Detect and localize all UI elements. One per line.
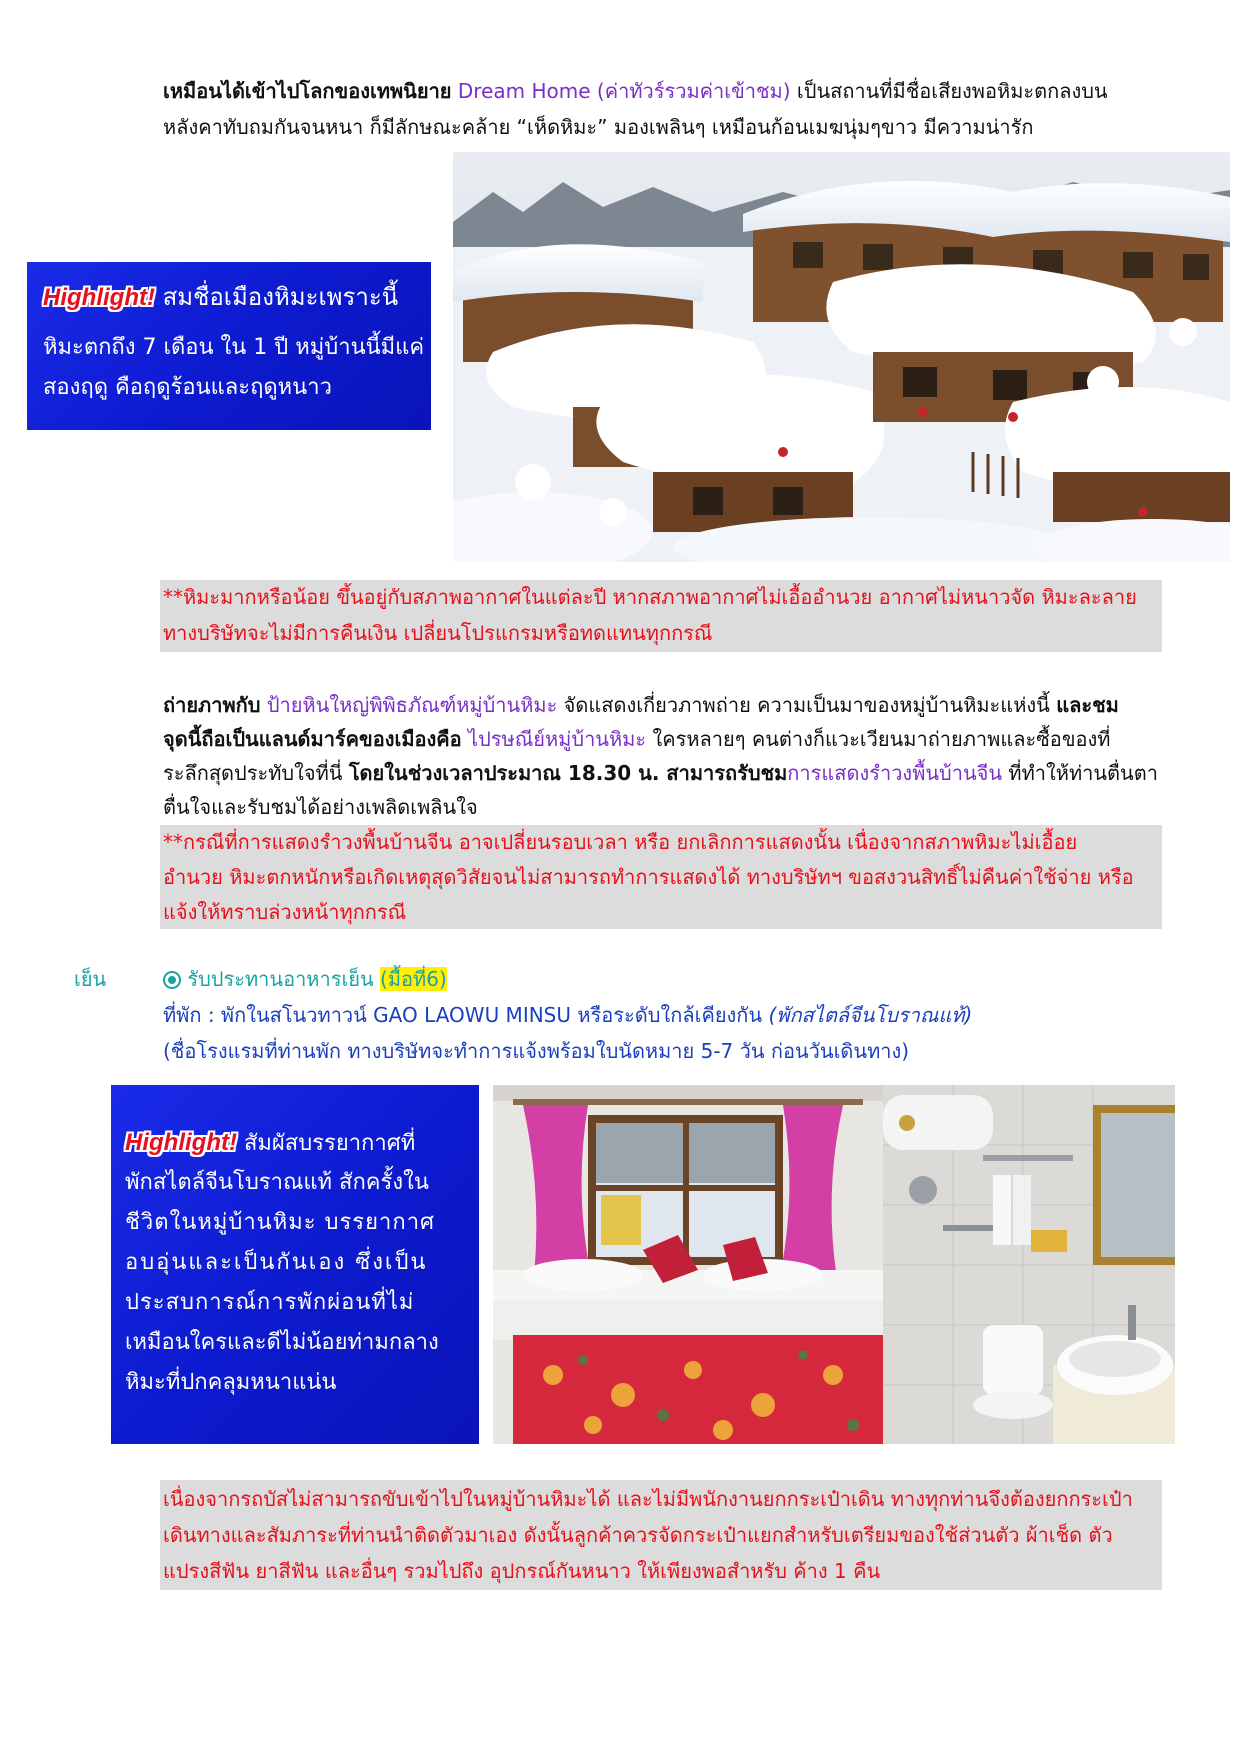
highlight-2-line-1: สัมผัสบรรยากาศที่ — [243, 1131, 416, 1156]
museum-sign-name: ป้ายหินใหญ่พิพิธภัณฑ์หมู่บ้านหิมะ — [266, 693, 558, 717]
photo-para-text-c: ระลึกสุดประทับใจที่นี่ — [163, 761, 343, 785]
notice-1-line-1: **หิมะมากหรือน้อย ขึ้นอยู่กับสภาพอากาศในแต่ละปี หากสภาพอากาศไม่เอื้ออำนวย อากาศไม่หนาวจัด หิมะละลาย — [163, 585, 1137, 609]
ticket-included-note: (ค่าทัวร์รวมค่าเข้าชม) — [596, 79, 791, 103]
notice-3-line-3: แปรงสีฟัน ยาสีฟัน และอื่นๆ รวมไปถึง อุปกรณ์กันหนาว ให้เพียงพอสำหรับ ค้าง 1 คืน — [163, 1559, 881, 1583]
highlight-2-line-5: ประสบการณ์การพักผ่อนที่ไม่ — [125, 1290, 415, 1315]
highlight-1-title-row — [43, 280, 398, 315]
notice-3-line-1: เนื่องจากรถบัสไม่สามารถขับเข้าไปในหมู่บ้านหิมะได้ และไม่มีพนักงานยกกระเป๋าเดิน ทางทุกท่านจึงต้องยกกระเป๋า — [163, 1487, 1133, 1511]
notice-box-1 — [160, 580, 1162, 652]
bathroom-photo — [883, 1085, 1175, 1444]
post-office-name: ไปรษณีย์หมู่บ้านหิมะ — [468, 727, 647, 751]
photo-para-bold-b: จุดนี้ถือเป็นแลนด์มาร์คของเมืองคือ — [163, 727, 462, 751]
highlight-2-row-1 — [125, 1123, 415, 1164]
notice-2-line-3: แจ้งให้ทราบล่วงหน้าทุกกรณี — [163, 900, 407, 924]
highlight-badge: Highlight! — [43, 284, 155, 311]
intro-bold: เหมือนได้เข้าไปโลกของเทพนิยาย — [163, 79, 452, 103]
photo-para-text-a: จัดแสดงเกี่ยวภาพถ่าย ความเป็นมาของหมู่บ้านหิมะแห่งนี้ — [563, 693, 1050, 717]
hotel-style-note: (พักสไตล์จีนโบราณแท้) — [768, 1003, 973, 1027]
notice-box-3 — [160, 1480, 1162, 1590]
intro-rest: เป็นสถานที่มีชื่อเสียงพอหิมะตกลงบน — [796, 79, 1108, 103]
photo-para-bold-a2: และชม — [1056, 693, 1119, 717]
highlight-1-title: สมชื่อเมืองหิมะเพราะนี้ — [162, 283, 399, 311]
notice-2-line-1: **กรณีที่การแสดงรำวงพื้นบ้านจีน อาจเปลี่ยนรอบเวลา หรือ ยกเลิกการแสดงนั้น เนื่องจากสภาพหิมะไม่เอื้อย — [163, 830, 1078, 854]
photo-para-text-c2: ที่ทำให้ท่านตื่นตา — [1008, 761, 1158, 785]
snow-village-photo — [453, 152, 1230, 562]
highlight-2-line-4: อบอุ่นและเป็นกันเอง ซึ่งเป็น — [125, 1250, 428, 1275]
highlight-1-line-2: หิมะตกถึง 7 เดือน ใน 1 ปี หมู่บ้านนี้มีแค่ — [43, 335, 425, 360]
highlight-box-1 — [27, 262, 431, 430]
notice-2-line-2: อำนวย หิมะตกหนักหรือเกิดเหตุสุดวิสัยจนไม่สามารถทำการแสดงได้ ทางบริษัทฯ ขอสงวนสิทธิ์ไม่คืนค่าใช้จ่าย หรือ — [163, 865, 1134, 889]
dinner-label: เย็น — [74, 967, 107, 991]
highlight-2-line-2: พักสไตล์จีนโบราณแท้ สักครั้งใน — [125, 1170, 429, 1195]
intro-line-1 — [163, 74, 1108, 108]
hotel-line-1 — [163, 998, 972, 1032]
notice-box-2 — [160, 825, 1162, 929]
photo-para-line-1 — [163, 688, 1119, 722]
photo-para-text-b: ใครหลายๆ คนต่างก็แวะเวียนมาถ่ายภาพและซื้อของที่ — [652, 727, 1111, 751]
notice-1-line-2: ทางบริษัทจะไม่มีการคืนเงิน เปลี่ยนโปรแกรมหรือทดแทนทุกกรณี — [163, 621, 713, 645]
hotel-name: ที่พัก : พักในสโนวทาวน์ GAO LAOWU MINSU หรือระดับใกล้เคียงกัน — [163, 1003, 763, 1027]
highlight-2-line-7: หิมะที่ปกคลุมหนาแน่น — [125, 1370, 337, 1395]
dream-home-name: Dream Home — [457, 79, 591, 103]
folk-dance-name: การแสดงรำวงพื้นบ้านจีน — [787, 761, 1003, 785]
photo-para-line-2 — [163, 722, 1110, 756]
bedroom-photo — [493, 1085, 883, 1444]
hotel-line-2: (ชื่อโรงแรมที่ท่านพัก ทางบริษัทจะทำการแจ้งพร้อมใบนัดหมาย 5-7 วัน ก่อนวันเดินทาง) — [163, 1039, 910, 1063]
intro-line-2: หลังคาทับถมกันจนหนา ก็มีลักษณะคล้าย “เห็ดหิมะ” มองเพลินๆ เหมือนก้อนเมฆนุ่มๆขาว มีความน่ารัก — [163, 115, 1034, 139]
dinner-text: รับประทานอาหารเย็น — [187, 967, 374, 991]
highlight-badge-2: Highlight! — [125, 1129, 237, 1156]
highlight-2-line-3: ชีวิตในหมู่บ้านหิมะ บรรยากาศ — [125, 1210, 436, 1235]
highlight-1-line-3: สองฤดู คือฤดูร้อนและฤดูหนาว — [43, 375, 332, 400]
photo-para-line-3 — [163, 756, 1158, 790]
highlight-box-2 — [111, 1085, 479, 1444]
dinner-row — [163, 962, 447, 996]
meal-number: (มื้อที่6) — [380, 967, 447, 991]
highlight-2-line-6: เหมือนใครและดีไม่น้อยท่ามกลาง — [125, 1330, 439, 1355]
notice-3-line-2: เดินทางและสัมภาระที่ท่านนำติดตัวมาเอง ดังนั้นลูกค้าควรจัดกระเป๋าแยกสำหรับเตรียมของใช้ส่วนตัว ผ้าเช็ด ตัว — [163, 1523, 1113, 1547]
photo-para-bold-c: โดยในช่วงเวลาประมาณ 18.30 น. สามารถรับชม — [348, 761, 788, 785]
photo-para-bold-a: ถ่ายภาพกับ — [163, 693, 261, 717]
dining-icon — [163, 971, 181, 989]
photo-para-line-4: ตื่นใจและรับชมได้อย่างเพลิดเพลินใจ — [163, 795, 478, 819]
